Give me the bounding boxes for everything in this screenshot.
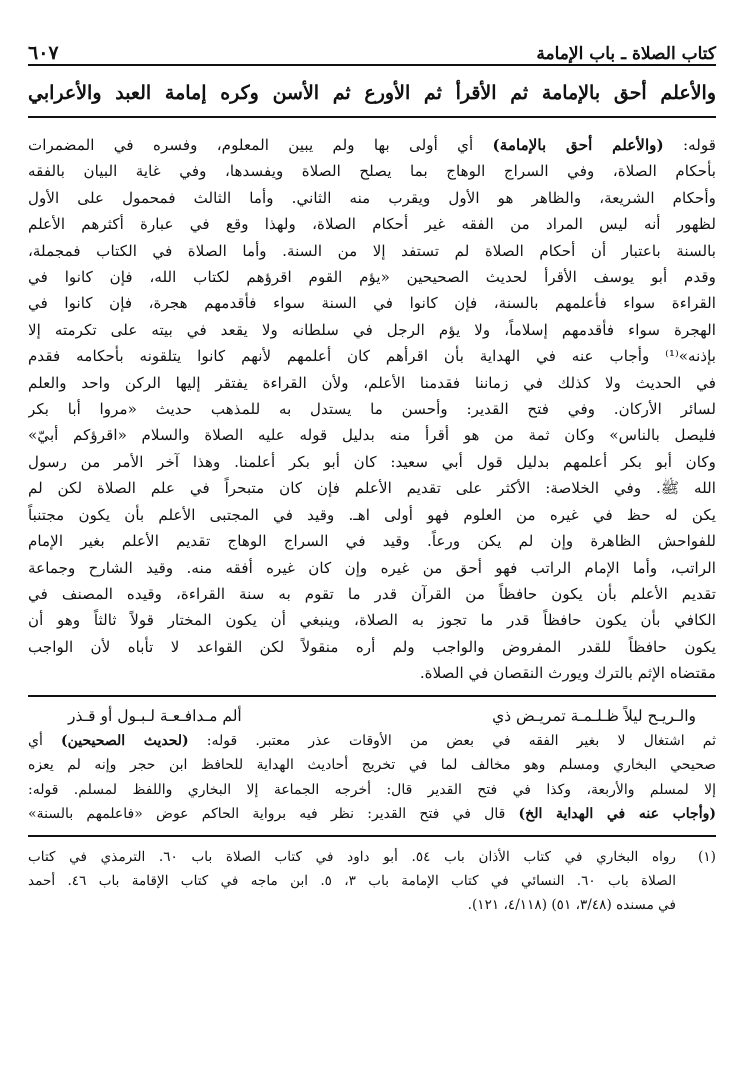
footnote-line <box>28 845 716 869</box>
commentary-line: بإذنه»⁽¹⁾ وأجاب عنه في الهداية بأن اقرأهم كان أعلمهم لأنهم كانوا يتلقونه بأحكامه فقدم <box>28 347 716 366</box>
hashiya-line: صحيحي البخاري ومسلم وهو مخالف لما في تخريج أحاديث الهداية للحافظ ابن حجر وإنه لم يعزه <box>28 757 716 774</box>
header-title: كتاب الصلاة ـ باب الإمامة <box>536 44 716 64</box>
footnote-line: في مسنده (٣/٤٨، ٥١) (٤/١١٨، ١٢١). <box>467 896 676 913</box>
commentary-line: القراءة سواء فأعلمهم بالسنة، فإن كانوا في السنة سواء فأقدمهم هجرة، فإن كانوا في <box>28 294 716 313</box>
commentary-line: للفواحش الظاهرة وإن لم يكن ورعاً. وقيد في السراج الوهاج تقديم الأعلم بغير الإمام <box>28 532 716 551</box>
footnote-marker: (١) <box>698 848 716 865</box>
hashiya-heading: (لحديث الصحيحين) <box>61 732 189 749</box>
commentary-line: يكن له حظ في غيره من العلوم فهو أولى اهـ. وقيد في المجتبى الأعلم بأن يكون مجتنباً <box>28 505 716 524</box>
hashiya-text: أي <box>28 732 62 749</box>
commentary-line: في الحديث ولا كذلك في زماننا فقدمنا الأعلم، ولأن القراءة يفتقر إليها الركن واحد والعلم <box>28 373 716 392</box>
hashiya-line <box>28 729 716 754</box>
running-header <box>28 30 716 66</box>
footnote <box>28 845 716 917</box>
hashiya-text: قال في فتح القدير: نظر فيه برواية الحاكم عوض «فاعلمهم بالسنة» <box>28 806 519 823</box>
commentary-line: مقتضاه الإثم بالترك ويورث النقصان في الصلاة. <box>419 664 716 683</box>
page <box>28 30 716 917</box>
poem-hemistich-right: والـريـح ليلاً ظـلـمـة تمريـض ذي <box>492 706 696 725</box>
commentary-line: الراتب، وأما الإمام الراتب فهو أحق من غيره وإن كان غيره أفقه منه. وقيد الشارح وجماعة <box>28 558 716 577</box>
commentary-line: وكان أبو بكر أعلمهم بدليل قول أبي سعيد: كان أبو بكر أعلمنا. وهذا آخر الأمر من رسول <box>28 452 716 471</box>
footnote-text: رواه البخاري في كتاب الأذان باب ٥٤. أبو داود في كتاب الصلاة باب ٦٠. الترمذي في كتاب <box>28 848 676 865</box>
commentary-line: بأحكام الصلاة، وفي السراج الوهاج بما يصلح الصلاة ويفسدها، وفي غاية البيان بالفقه <box>28 162 716 181</box>
poem-verse <box>68 707 696 725</box>
section-divider <box>28 695 716 697</box>
commentary-line: الله ﷺ. وفي الخلاصة: الأكثر على تقديم الأعلم فإن كان متبحراً في علم الصلاة لكن لم <box>28 479 716 498</box>
commentary-line: لظهور أنه ليس المراد من الفقه غير أحكام الصلاة، ولهذا وقع في عبارة أكثرهم الأعلم <box>28 215 716 234</box>
commentary-heading: (والأعلم أحق بالإمامة) <box>492 136 664 154</box>
matn-text: والأعلم أحق بالإمامة ثم الأقرأ ثم الأورع ثم الأسن وكره إمامة العبد والأعرابي <box>28 78 716 118</box>
commentary-lead: قوله: <box>663 136 716 154</box>
commentary-line: الكافي بأن يكون حافظاً قدر ما تجوز به الصلاة، وينبغي أن يكون المختار قولاً ثالثاً وهو أن <box>28 611 716 630</box>
hashiya-heading: (وأجاب عنه في الهداية الخ) <box>518 806 716 823</box>
hashiya-notes <box>28 729 716 827</box>
commentary-line: تقديم الأعلم بأن يكون حافظاً من القرآن قدر ما تقوم به سنة القراءة، وقيده المصنف في <box>28 584 716 603</box>
hashiya-text: ثم اشتغال لا بغير الفقه في بعض من الأوقات عذر معتبر. قوله: <box>188 732 716 749</box>
commentary-line: بالسنة باعتبار أن أحكام الصلاة لم تستفد إلا من السنة. وأما الصلاة في الكتاب فمجملة، <box>28 241 716 260</box>
commentary-line: لسائر الأركان. وفي فتح القدير: وأحسن ما يستدل به للمذهب حديث «مروا أبا بكر <box>28 400 716 419</box>
hashiya-line <box>28 802 716 827</box>
footnote-line: الصلاة باب ٦٠. النسائي في كتاب الإمامة باب ٣، ٥. ابن ماجه في كتاب الإقامة باب ٤٦. أحمد <box>28 872 676 889</box>
footnote-divider <box>28 835 716 837</box>
commentary-line: الهجرة سواء فأقدمهم إسلاماً، ولا يؤم الرجل في سلطانه ولا يقعد في بيته على تكرمته إلا <box>28 320 716 339</box>
hashiya-line: إلا لمسلم والأربعة، وكذا في فتح القدير قال: أخرجه الجماعة إلا البخاري واللفظ لمسلم. قوله: <box>28 781 716 798</box>
poem-hemistich-left: ألم مـدافـعـة لـبـول أو قـذر <box>68 706 242 725</box>
commentary-line-rest: أي أولى بها ولم يبين المعلوم، وفسره في المضمرات <box>28 136 493 154</box>
page-number: ٦٠٧ <box>28 42 59 64</box>
commentary-line <box>28 132 716 158</box>
commentary-line: وقدم أبو يوسف الأقرأ لحديث الصحيحين «يؤم القوم اقرؤهم لكتاب الله، فإن كانوا في <box>28 268 716 287</box>
commentary <box>28 132 716 687</box>
commentary-line: يكون حافظاً للقدر المفروض والواجب ولم أره منقولاً لكن القواعد لا تأباه لأن الواجب <box>28 637 716 656</box>
commentary-line: فليصل بالناس» وكان ثمة من هو أقرأ منه بدليل قوله عليه الصلاة والسلام «اقرؤكم أبيّ» <box>28 426 716 445</box>
commentary-line: وأحكام الشريعة، والظاهر هو الأول ويقرب منه الثاني. وأما الثالث فمحمول على الأول <box>28 188 716 207</box>
